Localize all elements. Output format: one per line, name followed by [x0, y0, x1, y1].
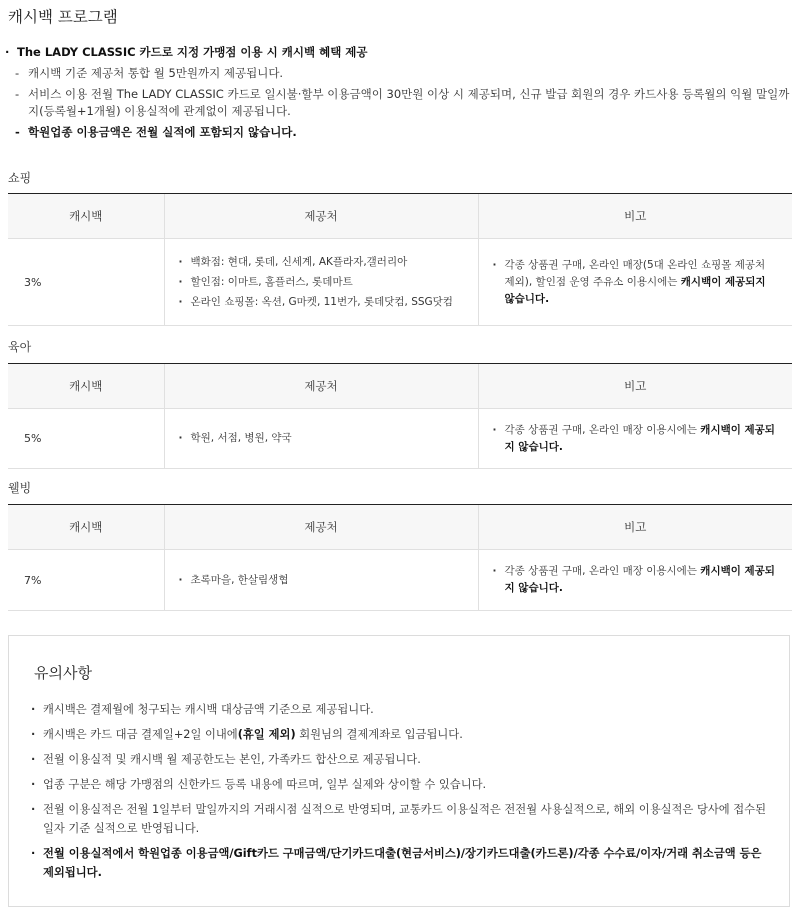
page-title: 캐시백 프로그램 — [8, 8, 118, 26]
bullet-icon: · — [492, 565, 497, 577]
caution-box — [8, 635, 790, 907]
provider-item: · 백화점: 현대, 롯데, 신세계, AK플라자,갤러리아 — [179, 255, 478, 270]
provider-cell — [164, 239, 478, 326]
caution-item: · 캐시백은 카드 대금 결제일+2일 이내에(휴일 제외) 회원님의 결제계좌로 입금됩니다. — [29, 725, 774, 744]
caution-item: · 전월 이용실적에서 학원업종 이용금액/Gift카드 구매금액/단기카드대출(현금서비스)/장기카드대출(카드론)/각종 수수료/이자/거래 취소금액 등은 제외됩니다. — [29, 844, 774, 882]
col-header-cashback: 캐시백 — [8, 194, 164, 239]
benefit-table-shopping — [8, 193, 792, 326]
bullet-icon: · — [492, 423, 497, 436]
bullet-icon: · — [31, 753, 36, 766]
note-cell — [478, 409, 792, 469]
dash-icon: - — [15, 125, 20, 139]
bullet-icon: · — [31, 803, 36, 816]
provider-list — [165, 573, 478, 588]
caution-title: 유의사항 — [34, 664, 92, 682]
cashback-rate: 5% — [8, 409, 164, 469]
note-cell — [478, 550, 792, 611]
provider-item: · 학원, 서점, 병원, 약국 — [179, 431, 478, 446]
col-header-cashback: 캐시백 — [8, 364, 164, 409]
bullet-icon: · — [31, 778, 36, 791]
note-text: · 각종 상품권 구매, 온라인 매장(5대 온라인 쇼핑몰 제공처 제외), 할인점 운영 주유소 이용시에는 캐시백이 제공되지 않습니다. — [492, 258, 766, 305]
table-header-row — [8, 364, 792, 409]
bullet-icon: · — [5, 45, 10, 59]
dash-icon: - — [15, 66, 20, 80]
table-header-row — [8, 194, 792, 239]
provider-cell — [164, 550, 478, 611]
cashback-rate: 7% — [8, 550, 164, 611]
provider-list — [165, 255, 478, 310]
table-row — [8, 239, 792, 326]
intro-block — [5, 44, 790, 145]
bullet-icon: · — [31, 703, 36, 716]
note-text: · 각종 상품권 구매, 온라인 매장 이용시에는 캐시백이 제공되지 않습니다. — [492, 423, 775, 453]
provider-list — [165, 431, 478, 446]
provider-cell — [164, 409, 478, 469]
intro-headline: · The LADY CLASSIC 카드로 지정 가맹점 이용 시 캐시백 혜택 제공 — [5, 45, 368, 59]
cashback-rate: 3% — [8, 239, 164, 326]
table-row — [8, 550, 792, 611]
col-header-provider: 제공처 — [164, 194, 478, 239]
col-header-cashback: 캐시백 — [8, 505, 164, 550]
intro-item: - 서비스 이용 전월 The LADY CLASSIC 카드로 일시불·할부 이용금액이 30만원 이상 시 제공되며, 신규 발급 회원의 경우 카드사용 등록월의 익월 말일까지(등록월+1개월) 이용실적에 관계없이 제공됩니다. — [15, 87, 790, 118]
caution-item: · 전월 이용실적 및 캐시백 월 제공한도는 본인, 가족카드 합산으로 제공됩니다. — [29, 750, 774, 769]
col-header-note: 비고 — [478, 505, 792, 550]
provider-item: · 온라인 쇼핑몰: 옥션, G마켓, 11번가, 롯데닷컴, SSG닷컴 — [179, 295, 478, 310]
section-label-wellbeing: 웰빙 — [8, 481, 32, 495]
provider-item: · 할인점: 이마트, 홈플러스, 롯데마트 — [179, 275, 478, 290]
section-label-childcare: 육아 — [8, 340, 32, 354]
bullet-icon: · — [31, 847, 36, 860]
caution-item: · 전월 이용실적은 전월 1일부터 말일까지의 거래시점 실적으로 반영되며, 교통카드 이용실적은 전전월 사용실적으로, 해외 이용실적은 당사에 접수된 일자 기준 실적으로 반영됩니다. — [29, 800, 774, 838]
section-label-shopping: 쇼핑 — [8, 171, 32, 185]
col-header-provider: 제공처 — [164, 364, 478, 409]
bullet-icon: · — [31, 728, 36, 741]
intro-item: - 학원업종 이용금액은 전월 실적에 포함되지 않습니다. — [15, 125, 297, 139]
caution-item: · 캐시백은 결제월에 청구되는 캐시백 대상금액 기준으로 제공됩니다. — [29, 700, 774, 719]
col-header-provider: 제공처 — [164, 505, 478, 550]
caution-item: · 업종 구분은 해당 가맹점의 신한카드 등록 내용에 따르며, 일부 실제와 상이할 수 있습니다. — [29, 775, 774, 794]
provider-item: · 초록마을, 한살림생협 — [179, 573, 478, 588]
benefit-table-childcare — [8, 363, 792, 469]
table-header-row — [8, 505, 792, 550]
note-cell — [478, 239, 792, 326]
dash-icon: - — [15, 87, 20, 101]
intro-item: - 캐시백 기준 제공처 통합 월 5만원까지 제공됩니다. — [15, 66, 284, 80]
caution-list — [29, 700, 774, 888]
col-header-note: 비고 — [478, 194, 792, 239]
benefit-table-wellbeing — [8, 504, 792, 611]
note-text: · 각종 상품권 구매, 온라인 매장 이용시에는 캐시백이 제공되지 않습니다. — [492, 565, 775, 594]
table-row — [8, 409, 792, 469]
col-header-note: 비고 — [478, 364, 792, 409]
bullet-icon: · — [492, 258, 497, 271]
